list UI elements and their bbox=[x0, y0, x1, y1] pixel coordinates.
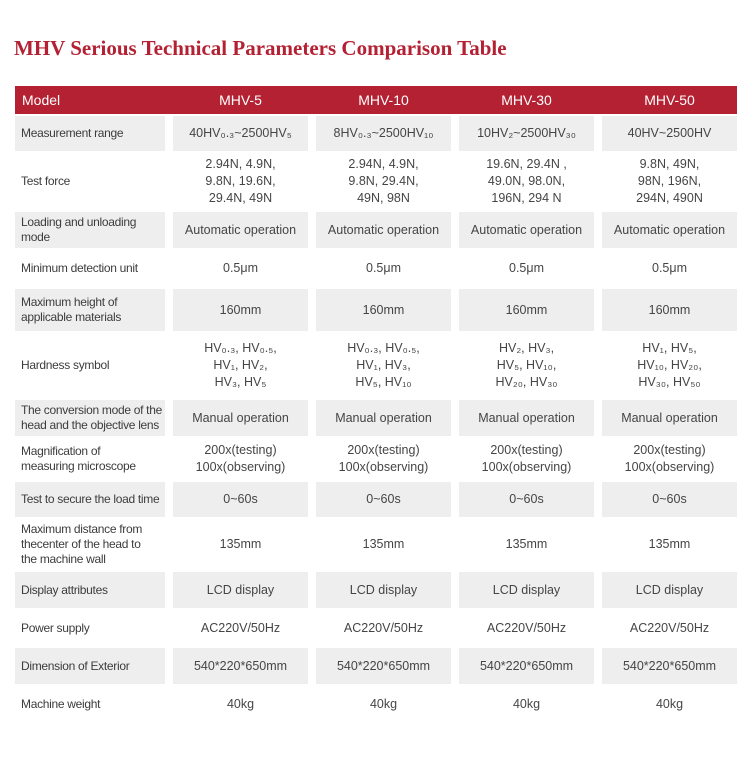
cell-mhv-10: LCD display bbox=[316, 572, 451, 608]
cell-mhv-50: 0~60s bbox=[602, 482, 737, 517]
cell-mhv-5: Manual operation bbox=[173, 400, 308, 436]
cell-mhv-10: 40kg bbox=[316, 686, 451, 722]
row-label: Maximum height of applicable materials bbox=[15, 289, 165, 331]
cell-mhv-5: 200x(testing) 100x(observing) bbox=[173, 438, 308, 480]
cell-mhv-10: AC220V/50Hz bbox=[316, 610, 451, 646]
cell-mhv-10: Automatic operation bbox=[316, 212, 451, 248]
cell-mhv-30: LCD display bbox=[459, 572, 594, 608]
row-label: Magnification of measuring microscope bbox=[15, 438, 165, 480]
cell-mhv-30: 0~60s bbox=[459, 482, 594, 517]
row-label: Test force bbox=[15, 153, 165, 210]
cell-mhv-5: 2.94N, 4.9N, 9.8N, 19.6N, 29.4N, 49N bbox=[173, 153, 308, 210]
cell-mhv-10: 200x(testing) 100x(observing) bbox=[316, 438, 451, 480]
cell-mhv-30: 19.6N, 29.4N , 49.0N, 98.0N, 196N, 294 N bbox=[459, 153, 594, 210]
cell-mhv-30: 0.5μm bbox=[459, 250, 594, 287]
table-row bbox=[15, 153, 737, 210]
cell-mhv-5: LCD display bbox=[173, 572, 308, 608]
cell-mhv-30: 160mm bbox=[459, 289, 594, 331]
row-label: The conversion mode of the head and the objective lens bbox=[15, 400, 165, 436]
cell-mhv-30: Automatic operation bbox=[459, 212, 594, 248]
cell-mhv-5: Automatic operation bbox=[173, 212, 308, 248]
cell-mhv-50: 540*220*650mm bbox=[602, 648, 737, 684]
cell-mhv-50: 40HV~2500HV bbox=[602, 116, 737, 151]
header-cell-model: Model bbox=[22, 92, 61, 109]
table-row bbox=[15, 438, 737, 480]
cell-mhv-30: HV₂, HV₃, HV₅, HV₁₀, HV₂₀, HV₃₀ bbox=[459, 333, 594, 398]
table-row bbox=[15, 250, 737, 287]
table-header-row bbox=[15, 86, 737, 114]
cell-mhv-30: AC220V/50Hz bbox=[459, 610, 594, 646]
table-row bbox=[15, 482, 737, 517]
cell-mhv-50: 0.5μm bbox=[602, 250, 737, 287]
header-cell-mhv-5: MHV-5 bbox=[219, 92, 262, 109]
cell-mhv-5: AC220V/50Hz bbox=[173, 610, 308, 646]
table-row bbox=[15, 212, 737, 248]
cell-mhv-30: 135mm bbox=[459, 519, 594, 570]
cell-mhv-10: 2.94N, 4.9N, 9.8N, 29.4N, 49N, 98N bbox=[316, 153, 451, 210]
cell-mhv-50: 9.8N, 49N, 98N, 196N, 294N, 490N bbox=[602, 153, 737, 210]
cell-mhv-10: HV₀.₃, HV₀.₅, HV₁, HV₃, HV₅, HV₁₀ bbox=[316, 333, 451, 398]
cell-mhv-30: 200x(testing) 100x(observing) bbox=[459, 438, 594, 480]
parameters-table bbox=[15, 86, 737, 722]
row-label: Machine weight bbox=[15, 686, 165, 722]
cell-mhv-5: HV₀.₃, HV₀.₅, HV₁, HV₂, HV₃, HV₅ bbox=[173, 333, 308, 398]
cell-mhv-10: 0.5μm bbox=[316, 250, 451, 287]
cell-mhv-50: Automatic operation bbox=[602, 212, 737, 248]
row-label: Power supply bbox=[15, 610, 165, 646]
cell-mhv-5: 40HV₀.₃~2500HV₅ bbox=[173, 116, 308, 151]
header-cell-mhv-50: MHV-50 bbox=[644, 92, 695, 109]
row-label: Test to secure the load time bbox=[15, 482, 165, 517]
cell-mhv-50: HV₁, HV₅, HV₁₀, HV₂₀, HV₃₀, HV₅₀ bbox=[602, 333, 737, 398]
table-row bbox=[15, 686, 737, 722]
header-cell-mhv-10: MHV-10 bbox=[358, 92, 409, 109]
cell-mhv-50: LCD display bbox=[602, 572, 737, 608]
cell-mhv-10: 0~60s bbox=[316, 482, 451, 517]
cell-mhv-10: Manual operation bbox=[316, 400, 451, 436]
cell-mhv-50: 200x(testing) 100x(observing) bbox=[602, 438, 737, 480]
row-label: Dimension of Exterior bbox=[15, 648, 165, 684]
row-label: Measurement range bbox=[15, 116, 165, 151]
table-row bbox=[15, 519, 737, 570]
table-row bbox=[15, 333, 737, 398]
header-cell-mhv-30: MHV-30 bbox=[501, 92, 552, 109]
cell-mhv-50: 160mm bbox=[602, 289, 737, 331]
table-row bbox=[15, 400, 737, 436]
table-row bbox=[15, 648, 737, 684]
cell-mhv-50: AC220V/50Hz bbox=[602, 610, 737, 646]
cell-mhv-5: 540*220*650mm bbox=[173, 648, 308, 684]
cell-mhv-30: 40kg bbox=[459, 686, 594, 722]
cell-mhv-30: Manual operation bbox=[459, 400, 594, 436]
row-label: Loading and unloading mode bbox=[15, 212, 165, 248]
row-label: Maximum distance from thecenter of the head to the machine wall bbox=[15, 519, 165, 570]
row-label: Hardness symbol bbox=[15, 333, 165, 398]
cell-mhv-50: 135mm bbox=[602, 519, 737, 570]
row-label: Minimum detection unit bbox=[15, 250, 165, 287]
page-title: MHV Serious Technical Parameters Comparison Table bbox=[14, 36, 507, 60]
table-row bbox=[15, 610, 737, 646]
table-row bbox=[15, 116, 737, 151]
cell-mhv-30: 540*220*650mm bbox=[459, 648, 594, 684]
cell-mhv-5: 160mm bbox=[173, 289, 308, 331]
row-label: Display attributes bbox=[15, 572, 165, 608]
cell-mhv-10: 540*220*650mm bbox=[316, 648, 451, 684]
table-row bbox=[15, 289, 737, 331]
cell-mhv-10: 160mm bbox=[316, 289, 451, 331]
cell-mhv-50: 40kg bbox=[602, 686, 737, 722]
cell-mhv-50: Manual operation bbox=[602, 400, 737, 436]
cell-mhv-5: 0~60s bbox=[173, 482, 308, 517]
cell-mhv-5: 0.5μm bbox=[173, 250, 308, 287]
cell-mhv-5: 40kg bbox=[173, 686, 308, 722]
table-row bbox=[15, 572, 737, 608]
cell-mhv-10: 8HV₀.₃~2500HV₁₀ bbox=[316, 116, 451, 151]
table-body bbox=[15, 116, 737, 722]
cell-mhv-10: 135mm bbox=[316, 519, 451, 570]
cell-mhv-30: 10HV₂~2500HV₃₀ bbox=[459, 116, 594, 151]
cell-mhv-5: 135mm bbox=[173, 519, 308, 570]
